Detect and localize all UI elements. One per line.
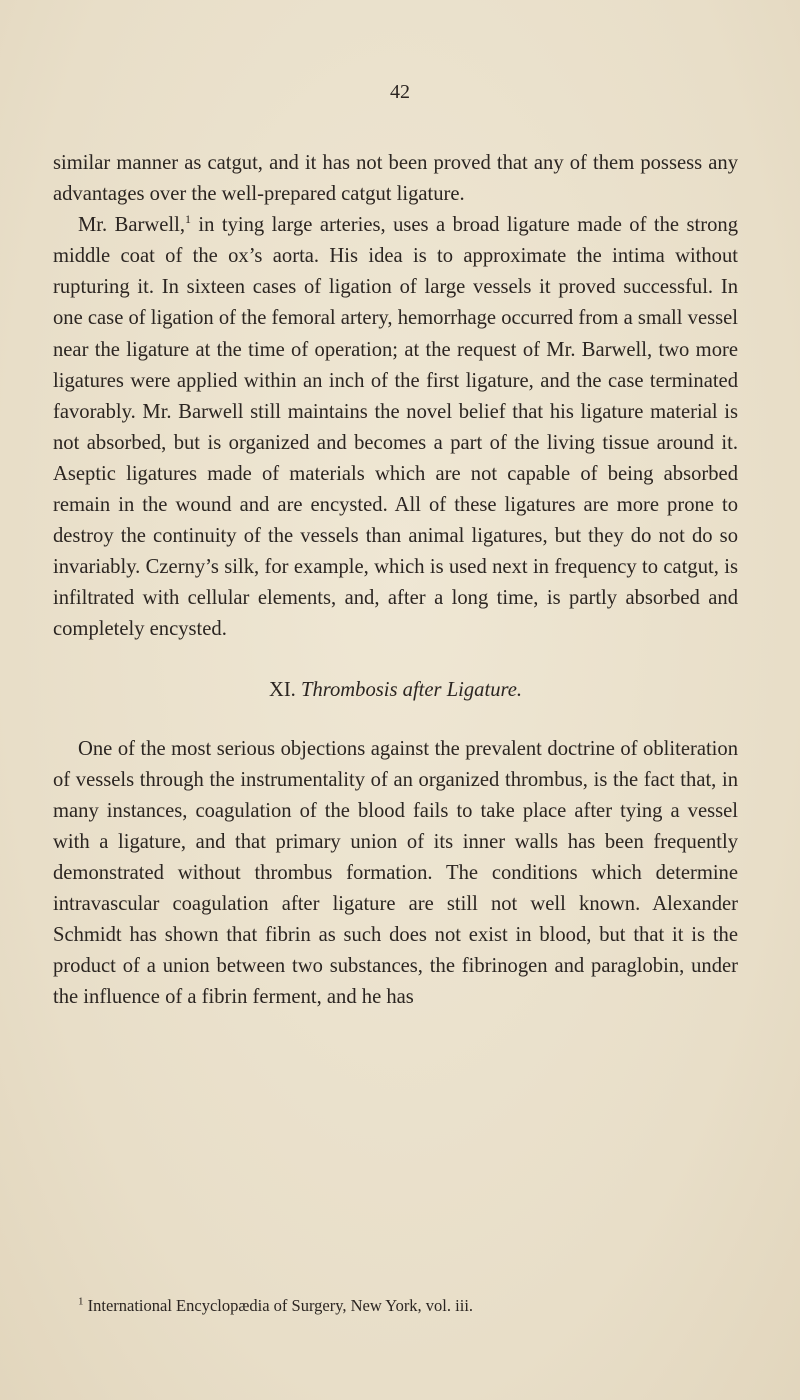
footnote-marker: 1 [78, 1295, 84, 1308]
footnote [78, 1295, 758, 1317]
section-number: XI. [268, 678, 296, 701]
paragraph-barwell [53, 210, 738, 645]
footnote-reference: 1 [184, 212, 191, 227]
paragraph-catgut-conclusion: similar manner as catgut, and it has not been proved that any of them possess any advantages over the well-prepared catgut ligature. [53, 152, 738, 206]
footnote-text: International Encyclopædia of Surgery, New York, vol. iii. [83, 1296, 474, 1315]
page-number: 42 [390, 81, 410, 103]
paragraph-barwell-body: in tying large arteries, uses a broad ligature made of the strong middle coat of the ox’s aorta. His idea is to approximate the intima without rupturing it. In sixteen cases of ligation of large vessels it proved successful. In one case of ligation of the femoral artery, hemorrhage occurred from a small vessel near the ligature at the time of operation; at the request of Mr. Barwell, two more ligatures were applied within an inch of the first ligature, and the case terminated favorably. Mr. Barwell still maintains the novel belief that his ligature material is not absorbed, but is organized and becomes a part of the living tissue around it. Aseptic ligatures made of materials which are not capable of being absorbed remain in the wound and are encysted. All of these ligatures are more prone to destroy the continuity of the vessels than animal ligatures, but they do not do so invariably. Czerny’s silk, for example, which is used next in frequency to catgut, is infiltrated with cellular elements, and, after a long time, is partly absorbed and completely encysted. [53, 214, 738, 641]
paragraph-barwell-opening: Mr. Barwell, [78, 214, 185, 237]
body-text [53, 148, 738, 1013]
section-heading [53, 675, 738, 706]
section-title: Thrombosis after Ligature. [301, 678, 523, 701]
paragraph-thrombosis: One of the most serious objections against the prevalent doctrine of obliteration of vessels through the instrumentality of an organized thrombus, is the fact that, in many instances, coagulation of the blood fails to take place after tying a vessel with a ligature, and that primary union of its inner walls has been frequently demonstrated without thrombus formation. The conditions which determine intravascular coagulation after ligature are still not well known. Alexander Schmidt has shown that fibrin as such does not exist in blood, but that it is the product of a union between two substances, the fibrinogen and paraglobin, under the influence of a fibrin ferment, and he has [53, 737, 738, 1009]
